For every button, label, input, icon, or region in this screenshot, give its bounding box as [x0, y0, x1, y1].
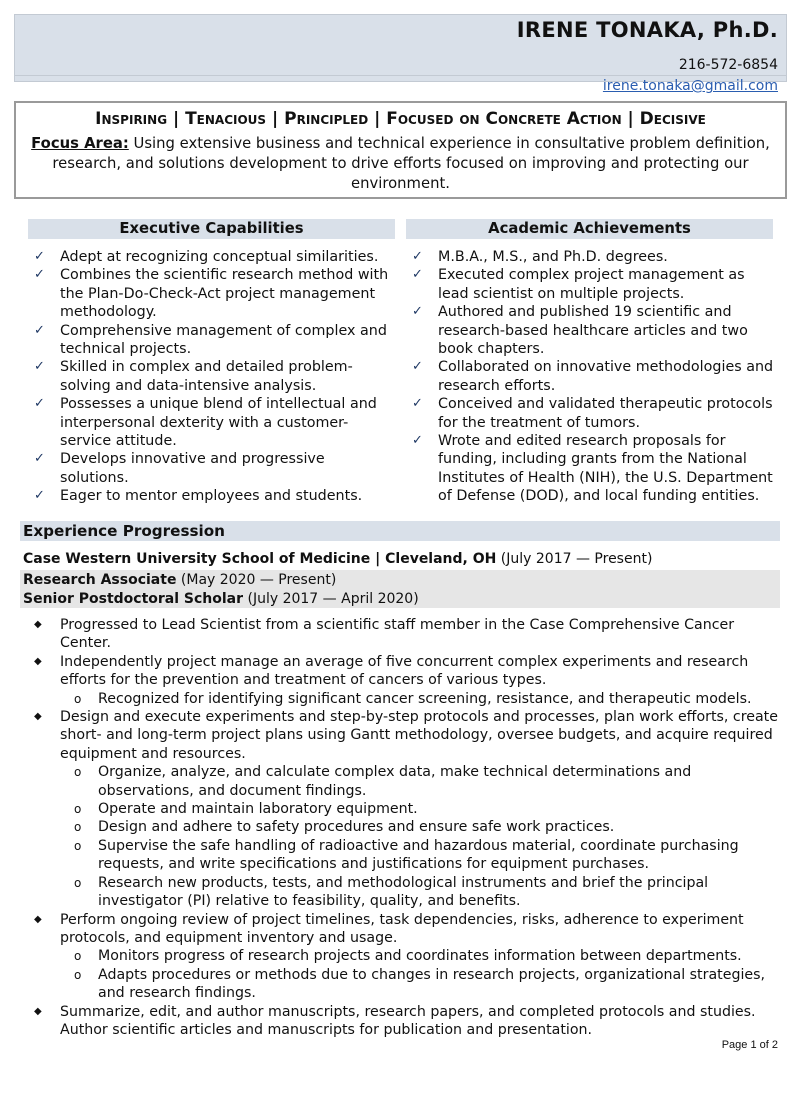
sub-duty-text: Research new products, tests, and methodological instruments and brief the principal investigator (PI) relative to feasibility, quality, and benefits.	[98, 874, 709, 910]
duty-text: Design and execute experiments and step-by-step protocols and processes, plan work efforts, create short- and long-term project plans using Gantt methodology, oversee budgets, and acquire required equipment and resources.	[60, 709, 778, 762]
check-icon: ✓	[412, 249, 423, 264]
sub-duty-text: Monitors progress of research projects and coordinates information between departments.	[98, 948, 742, 965]
check-icon: ✓	[34, 488, 45, 504]
duty-item	[34, 653, 784, 690]
circle-bullet-icon: o	[74, 967, 82, 982]
list-item-text: Conceived and validated therapeutic protocols for the treatment of tumors.	[438, 396, 773, 431]
check-icon: ✓	[34, 249, 45, 264]
check-icon: ✓	[412, 359, 423, 375]
employer-name: Case Western University School of Medicine | Cleveland, OH	[23, 551, 497, 567]
check-icon: ✓	[412, 396, 423, 412]
sub-duty-text: Operate and maintain laboratory equipment.	[98, 801, 418, 818]
candidate-name: IRENE TONAKA, Ph.D.	[516, 18, 778, 42]
list-item	[412, 248, 774, 266]
academics-list	[412, 248, 774, 506]
list-item-text: Collaborated on innovative methodologies and research efforts.	[438, 359, 774, 394]
duty-item	[34, 616, 784, 653]
check-icon: ✓	[412, 304, 423, 320]
duty-text: Progressed to Lead Scientist from a scientific staff member in the Case Comprehensive Cancer Center.	[60, 617, 735, 652]
email-row	[15, 75, 786, 95]
circle-bullet-icon: o	[74, 691, 82, 706]
resume-header	[14, 14, 787, 94]
circle-bullet-icon: o	[74, 875, 82, 890]
list-item	[412, 358, 774, 395]
capabilities-list	[34, 248, 392, 506]
list-item-text: Combines the scientific research method with the Plan-Do-Check-Act project management methodology.	[60, 267, 389, 321]
email-link[interactable]: irene.tonaka@gmail.com	[602, 78, 778, 94]
list-item-text: Possesses a unique blend of intellectual and interpersonal dexterity with a customer-service attitude.	[60, 396, 377, 450]
list-item-text: Eager to mentor employees and students.	[60, 488, 363, 505]
page-number: Page 1 of 2	[721, 1039, 778, 1051]
list-item-text: Executed complex project management as lead scientist on multiple projects.	[438, 267, 745, 302]
list-item-text: Comprehensive management of complex and technical projects.	[60, 322, 387, 358]
summary-box	[14, 101, 787, 199]
sub-duty-item	[34, 800, 784, 818]
experience-heading: Experience Progression	[20, 521, 780, 541]
sub-duty-item	[34, 966, 784, 1003]
list-item-text: Adept at recognizing conceptual similarities.	[60, 249, 379, 265]
duty-item	[34, 708, 784, 763]
phone-number: 216-572-6854	[678, 57, 778, 73]
list-item-text: Wrote and edited research proposals for funding, including grants from the National Institutes of Health (NIH), the U.S. Department of Defense (DOD), and local funding entities.	[438, 433, 773, 505]
sub-duties-list	[34, 690, 784, 708]
sub-duty-text: Design and adhere to safety procedures and ensure safe work practices.	[98, 819, 615, 836]
sub-duty-text: Recognized for identifying significant cancer screening, resistance, and therapeutic models.	[98, 690, 752, 707]
sub-duty-item	[34, 837, 784, 874]
sub-duty-item	[34, 690, 784, 708]
list-item-text: Skilled in complex and detailed problem-solving and data-intensive analysis.	[60, 359, 353, 394]
circle-bullet-icon: o	[74, 949, 82, 964]
sub-duty-text: Organize, analyze, and calculate complex data, make technical determinations and observations, and document findings.	[98, 764, 692, 799]
duty-text: Perform ongoing review of project timelines, task dependencies, risks, adherence to experiment protocols, and equipment inventory and usage.	[60, 911, 744, 946]
diamond-bullet-icon: ◆	[34, 913, 42, 925]
list-item	[412, 432, 774, 506]
check-icon: ✓	[34, 359, 45, 375]
diamond-bullet-icon: ◆	[34, 655, 42, 667]
duties-list	[34, 616, 784, 1039]
circle-bullet-icon: o	[74, 765, 82, 780]
circle-bullet-icon: o	[74, 802, 82, 817]
diamond-bullet-icon: ◆	[34, 619, 42, 630]
list-item	[34, 248, 392, 266]
list-item	[412, 266, 774, 303]
list-item	[34, 266, 392, 321]
check-icon: ✓	[412, 267, 423, 283]
duty-item	[34, 911, 784, 948]
focus-area-text: Using extensive business and technical experience in consultative problem definition, research, and solutions development to drive efforts focused on improving and protecting our environment.	[52, 135, 770, 192]
list-item	[34, 487, 392, 505]
employer-dates: (July 2017 — Present)	[496, 551, 653, 567]
academics-heading: Academic Achievements	[406, 219, 773, 239]
role-dates: (July 2017 — April 2020)	[243, 591, 419, 607]
employer-line	[23, 550, 652, 568]
duty-text: Summarize, edit, and author manuscripts, research papers, and completed protocols and studies. Author scientific articles and manuscripts for publication and presentation.	[60, 1003, 756, 1038]
list-item	[34, 395, 392, 450]
list-item	[412, 395, 774, 432]
sub-duty-item	[34, 947, 784, 965]
traits-line: Inspiring | Tenacious | Principled | Focused on Concrete Action | Decisive	[95, 109, 706, 129]
capabilities-heading: Executive Capabilities	[28, 219, 395, 239]
sub-duties-list	[34, 763, 784, 910]
phone-row	[15, 55, 786, 75]
check-icon: ✓	[34, 451, 45, 467]
sub-duty-item	[34, 763, 784, 800]
duty-text: Independently project manage an average of five concurrent complex experiments and research efforts for the prevention and treatment of cancers of various types.	[60, 653, 749, 689]
list-item	[34, 450, 392, 487]
list-item-text: M.B.A., M.S., and Ph.D. degrees.	[438, 249, 668, 265]
check-icon: ✓	[34, 396, 45, 412]
check-icon: ✓	[34, 267, 45, 283]
role-title: Senior Postdoctoral Scholar	[23, 591, 244, 607]
check-icon: ✓	[34, 322, 45, 338]
name-row	[15, 15, 786, 55]
focus-area	[16, 134, 785, 194]
role-senior-postdoc	[23, 590, 419, 608]
diamond-bullet-icon: ◆	[34, 1005, 42, 1017]
list-item	[34, 358, 392, 395]
duty-item	[34, 1003, 784, 1040]
sub-duty-text: Supervise the safe handling of radioactive and hazardous material, coordinate purchasing requests, and write specifications and justifications for equipment purchases.	[98, 837, 739, 873]
role-dates: (May 2020 — Present)	[176, 572, 337, 588]
list-item	[412, 303, 774, 358]
list-item-text: Authored and published 19 scientific and research-based healthcare articles and two book chapters.	[438, 304, 748, 358]
focus-area-label: Focus Area:	[31, 135, 129, 152]
sub-duties-list	[34, 947, 784, 1002]
list-item	[34, 322, 392, 359]
role-title: Research Associate	[23, 572, 177, 588]
list-item-text: Develops innovative and progressive solutions.	[60, 451, 325, 486]
sub-duty-text: Adapts procedures or methods due to changes in research projects, organizational strategies, and research findings.	[98, 966, 766, 1002]
sub-duty-item	[34, 818, 784, 836]
sub-duty-item	[34, 874, 784, 911]
check-icon: ✓	[412, 433, 423, 449]
role-research-associate	[23, 571, 336, 589]
circle-bullet-icon: o	[74, 838, 82, 853]
circle-bullet-icon: o	[74, 820, 82, 835]
diamond-bullet-icon: ◆	[34, 711, 42, 723]
